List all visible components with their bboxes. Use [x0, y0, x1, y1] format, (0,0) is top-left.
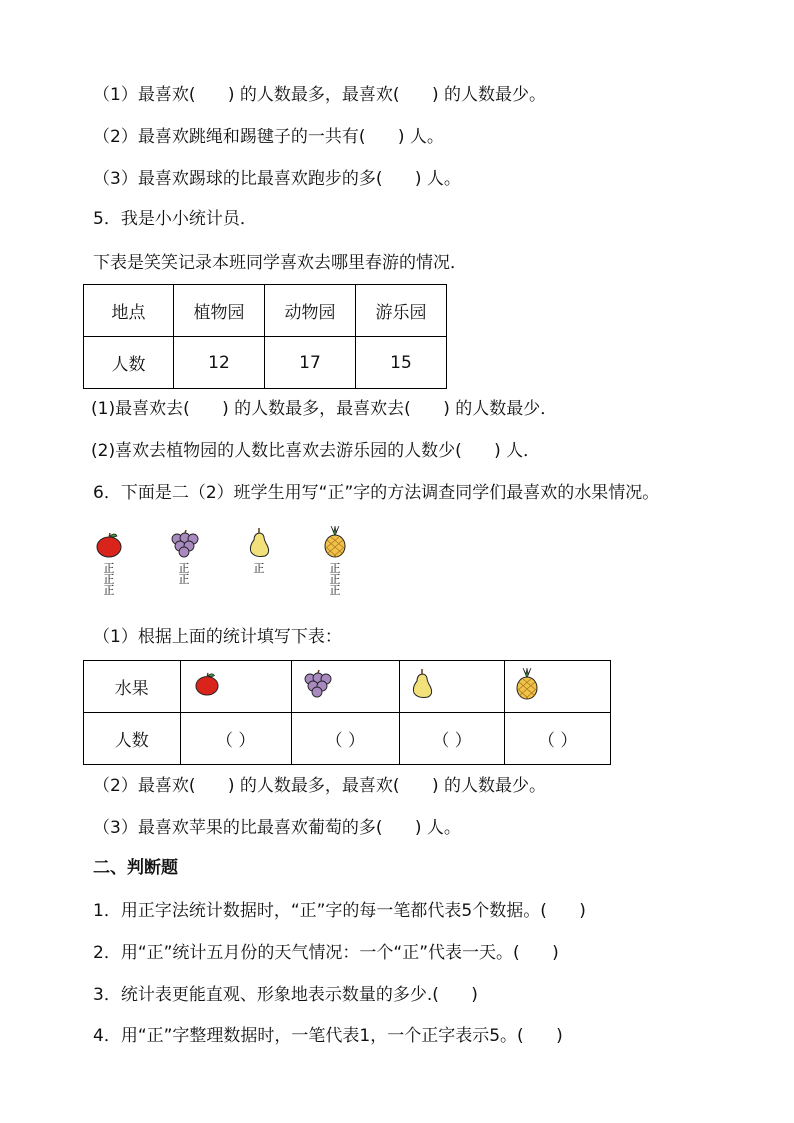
tally-mark: 正 — [178, 561, 190, 576]
judge-item: 3．统计表更能直观、形象地表示数量的多少.( ) — [93, 985, 478, 1005]
judge-item: 4．用“正”字整理数据时，一笔代表1，一个正字表示5。( ) — [93, 1026, 563, 1046]
answer-blank[interactable]: （ ） — [291, 713, 399, 765]
q4-line-3: （3）最喜欢踢球的比最喜欢跑步的多( ) 人。 — [93, 169, 461, 189]
pineapple-icon — [321, 526, 349, 558]
apple-icon — [95, 532, 123, 558]
q5-table-header-cell: 游乐园 — [355, 285, 446, 337]
apple-icon — [193, 672, 221, 696]
q6-table-row-label: 人数 — [84, 713, 181, 765]
q6-table-header-row — [84, 661, 611, 713]
q6-table-pear-cell — [399, 661, 505, 713]
q6-question-1: （1）根据上面的统计填写下表： — [93, 627, 342, 647]
q5-table-header-cell: 动物园 — [264, 285, 355, 337]
q5-table-cell: 17 — [264, 337, 355, 389]
q5-table — [83, 284, 447, 389]
tally-grapes — [168, 530, 200, 585]
section-heading: 二、判断题 — [93, 858, 178, 878]
tally-mark: 正 — [178, 572, 190, 587]
tally-apple — [94, 532, 124, 596]
grapes-icon — [302, 670, 332, 698]
q5-question-2: (2)喜欢去植物园的人数比喜欢去游乐园的人数少( ) 人． — [91, 441, 541, 461]
tally-mark: 正 — [103, 561, 115, 576]
tally-mark: 正 — [253, 561, 265, 576]
q5-table-header-cell: 地点 — [84, 285, 174, 337]
tally-mark: 正 — [329, 561, 341, 576]
answer-blank[interactable]: （ ） — [180, 713, 291, 765]
q6-table-data-row — [84, 713, 611, 765]
answer-blank[interactable]: （ ） — [399, 713, 505, 765]
q6-title: 6．下面是二（2）班学生用写“正”字的方法调查同学们最喜欢的水果情况。 — [93, 483, 660, 503]
q5-table-cell: 12 — [173, 337, 264, 389]
answer-blank[interactable]: （ ） — [505, 713, 611, 765]
pear-icon — [245, 528, 273, 558]
tally-mark: 正 — [103, 583, 115, 598]
pineapple-icon — [513, 668, 541, 700]
q6-question-2: （2）最喜欢( ) 的人数最多，最喜欢( ) 的人数最少。 — [93, 776, 546, 796]
q5-intro: 下表是笑笑记录本班同学喜欢去哪里春游的情况． — [93, 253, 467, 273]
q6-question-3: （3）最喜欢苹果的比最喜欢葡萄的多( ) 人。 — [93, 818, 461, 838]
q6-table-grapes-cell — [291, 661, 399, 713]
tally-pear — [244, 528, 274, 574]
q6-table-header-label: 水果 — [84, 661, 181, 713]
q5-question-1: (1)最喜欢去( ) 的人数最多，最喜欢去( ) 的人数最少． — [91, 399, 558, 419]
tally-mark: 正 — [329, 583, 341, 598]
q5-table-cell: 人数 — [84, 337, 174, 389]
tally-mark: 正 — [329, 572, 341, 587]
q6-table — [83, 660, 611, 765]
judge-item: 1．用正字法统计数据时，“正”字的每一笔都代表5个数据。( ) — [93, 901, 586, 921]
pear-icon — [408, 669, 436, 699]
tally-pineapple — [320, 526, 350, 596]
judge-item: 2．用“正”统计五月份的天气情况：一个“正”代表一天。( ) — [93, 943, 559, 963]
tally-mark: 正 — [103, 572, 115, 587]
q5-table-cell: 15 — [355, 337, 446, 389]
q4-line-1: （1）最喜欢( ) 的人数最多，最喜欢( ) 的人数最少。 — [93, 85, 546, 105]
q5-title: 5．我是小小统计员． — [93, 209, 257, 229]
q6-table-pineapple-cell — [505, 661, 611, 713]
q4-line-2: （2）最喜欢跳绳和踢毽子的一共有( ) 人。 — [93, 127, 444, 147]
grapes-icon — [169, 530, 199, 558]
q5-table-header-row — [84, 285, 447, 337]
q6-table-apple-cell — [180, 661, 291, 713]
q5-table-data-row — [84, 337, 447, 389]
q5-table-header-cell: 植物园 — [173, 285, 264, 337]
